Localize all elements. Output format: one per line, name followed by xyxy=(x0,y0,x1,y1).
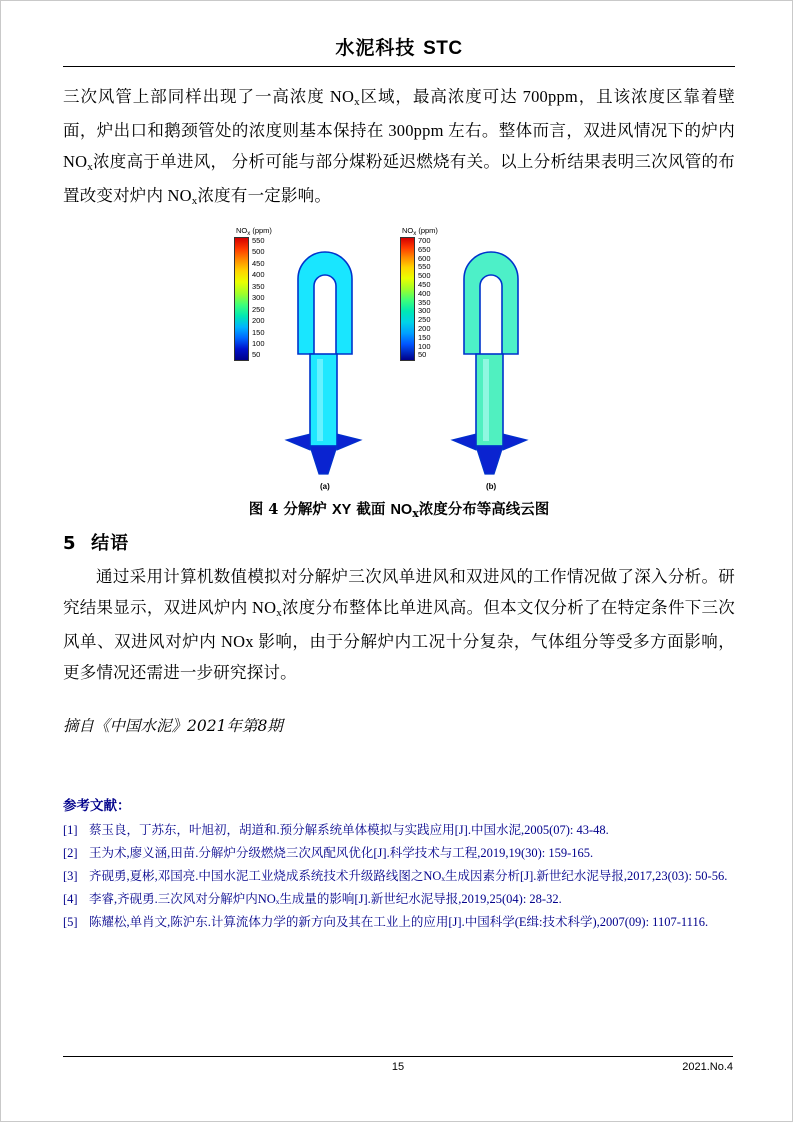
gooseneck-shape-b xyxy=(464,252,518,354)
reference-text: 齐砚勇,夏彬,邓国亮.中国水泥工业烧成系统技术升级路线图之NOₓ生成因素分析[J].新世纪水泥导报,2017,23(03): 50-56. xyxy=(89,869,728,883)
sublabel-a-text: (a) xyxy=(320,482,330,491)
colorbar-left-ticks xyxy=(252,237,265,359)
calciner-column-a xyxy=(310,354,337,446)
para2-segment-a: 通过采用计算机数值模拟对分解炉三次风单进风和双进风的工作情况做了深入分析。研究结果显示，双进风炉内 NO xyxy=(63,567,735,617)
colorbar-left-gradient xyxy=(234,237,249,361)
colorbar-tick: 200 xyxy=(252,316,265,326)
page-header xyxy=(63,33,735,66)
figure-container xyxy=(63,226,735,494)
tertiary-air-inlet-b-right xyxy=(503,434,527,450)
cone-b xyxy=(476,446,503,474)
caption-latin: XY xyxy=(331,502,352,518)
colorbar-tick: 350 xyxy=(418,297,431,307)
colorbar-tick: 100 xyxy=(252,338,265,348)
tertiary-air-inlet-a-left xyxy=(286,434,310,450)
colorbar-left-title-sub: x xyxy=(247,231,251,237)
calciner-column-b xyxy=(476,354,503,446)
gooseneck-shape-a xyxy=(298,252,352,354)
references-heading: 参考文献： xyxy=(63,798,131,814)
colorbar-right-title-unit: (ppm) xyxy=(416,226,438,235)
reference-item xyxy=(63,843,735,864)
colorbar-tick: 150 xyxy=(252,327,265,337)
colorbar-tick: 700 xyxy=(418,236,431,245)
reference-text: 王为术,廖义涵,田苗.分解炉分级燃烧三次风配风优化[J].科学技术与工程,2019,19(30): 159-165. xyxy=(89,846,594,860)
para1-segment-c: 浓度高于单进风， 分析可能与部分煤粉延迟燃烧有关。以上分析结果表明三次风管的布置改变对炉内 NO xyxy=(63,152,735,205)
page-number: 15 xyxy=(391,1061,405,1073)
column-core-b xyxy=(483,359,489,441)
paragraph-nox-distribution xyxy=(63,81,735,214)
tertiary-air-inlet-a-right xyxy=(337,434,361,450)
para1-subscript-1: x xyxy=(354,96,360,108)
reference-item xyxy=(63,912,735,933)
cone-a xyxy=(310,446,337,474)
colorbar-tick: 600 xyxy=(418,253,431,263)
reference-number: [2] xyxy=(63,846,78,860)
para2-subscript-1: x xyxy=(276,607,282,619)
colorbar-tick: 50 xyxy=(418,350,427,360)
section-title: 结语 xyxy=(91,533,130,554)
furnace-diagram-a xyxy=(284,234,394,494)
section-heading xyxy=(63,529,735,555)
colorbar-tick: 500 xyxy=(252,247,265,257)
figure-caption xyxy=(63,498,735,519)
section-number: 5 xyxy=(63,533,77,554)
colorbar-tick: 300 xyxy=(252,293,265,303)
footer-divider xyxy=(63,1056,733,1057)
colorbar-tick: 250 xyxy=(418,315,431,325)
reference-number: [5] xyxy=(63,915,78,929)
footer-spacer xyxy=(63,1061,682,1073)
colorbar-tick: 350 xyxy=(252,281,265,291)
colorbar-tick: 650 xyxy=(418,244,431,254)
colorbar-tick: 450 xyxy=(252,258,265,268)
colorbar-right-ticks xyxy=(418,237,431,359)
colorbar-right-gradient xyxy=(400,237,415,361)
colorbar-tick: 500 xyxy=(418,271,431,281)
para1-subscript-2: x xyxy=(87,161,93,173)
source-note: 摘自《中国水泥》2021年第8期 xyxy=(63,717,283,735)
colorbar-right-title-sub: x xyxy=(413,231,417,237)
colorbar-right-title-text: NO xyxy=(402,226,414,235)
colorbar-tick: 150 xyxy=(418,332,431,342)
header-title-latin: STC xyxy=(423,38,463,59)
references-list xyxy=(63,820,735,933)
colorbar-tick: 100 xyxy=(418,341,431,351)
para1-subscript-3: x xyxy=(191,195,198,207)
reference-text: 李睿,齐砚勇.三次风对分解炉内NOₓ生成量的影响[J].新世纪水泥导报,2019,25(04): 28-32. xyxy=(89,892,562,906)
figure-4-image xyxy=(234,226,564,494)
page-footer xyxy=(63,1061,733,1073)
colorbar-tick: 200 xyxy=(418,323,431,333)
colorbar-tick: 550 xyxy=(418,262,431,272)
reference-number: [3] xyxy=(63,869,78,883)
colorbar-tick: 550 xyxy=(252,236,265,245)
para1-segment-d: 浓度有一定影响。 xyxy=(197,186,332,205)
colorbar-tick: 50 xyxy=(252,350,261,360)
colorbar-tick: 450 xyxy=(418,279,431,289)
para1-segment-b: 区域，最高浓度可达 700ppm，且该浓度区靠着壁面，炉出口和鹅颈管处的浓度则基本保持在 300ppm 左右。整体而言，双进风情况下的炉内 NO xyxy=(63,87,735,171)
caption-latin2: NO xyxy=(390,502,413,518)
reference-text: 蔡玉良，丁苏东，叶旭初，胡道和.预分解系统单体模拟与实践应用[J].中国水泥,2005(07): 43-48. xyxy=(89,823,609,837)
caption-mid: 截面 xyxy=(351,501,391,518)
colorbar-tick: 250 xyxy=(252,304,265,314)
colorbar-left-title-text: NO xyxy=(236,226,248,235)
reference-item xyxy=(63,889,735,910)
para2-segment-b: 浓度分布整体比单进风高。但本文仅分析了在特定条件下三次风单、双进风对炉内 NOx 影响，由于分解炉内工况十分复杂，气体组分等受多方面影响，更多情况还需进一步研究探讨。 xyxy=(63,598,735,682)
page-content xyxy=(63,33,735,935)
tertiary-air-inlet-b-left xyxy=(452,434,476,450)
footer-issue: 2021.No.4 xyxy=(682,1061,733,1073)
colorbar-left-title-unit: (ppm) xyxy=(250,226,272,235)
colorbar-tick: 400 xyxy=(252,270,265,280)
para1-segment-a: 三次风管上部同样出现了一高浓度 NO xyxy=(63,87,355,106)
header-divider xyxy=(63,66,735,67)
reference-number: [1] xyxy=(63,823,78,837)
paragraph-conclusion xyxy=(63,561,735,688)
header-title-cn: 水泥科技 xyxy=(335,37,416,59)
sublabel-b-text: (b) xyxy=(486,482,497,491)
colorbar-tick: 400 xyxy=(418,288,431,298)
colorbar-tick: 300 xyxy=(418,306,431,316)
caption-pre: 图 4 分解炉 xyxy=(248,501,332,518)
reference-text: 陈耀松,单肖文,陈沪东.计算流体力学的新方向及其在工业上的应用[J].中国科学(E缉:技术科学),2007(09): 1107-1116. xyxy=(89,915,709,929)
reference-item xyxy=(63,820,735,841)
caption-subscript: x xyxy=(412,507,419,520)
furnace-diagram-b xyxy=(450,234,560,494)
caption-post: 浓度分布等高线云图 xyxy=(418,501,550,518)
reference-item xyxy=(63,866,735,887)
reference-number: [4] xyxy=(63,892,78,906)
column-core-a xyxy=(317,359,323,441)
